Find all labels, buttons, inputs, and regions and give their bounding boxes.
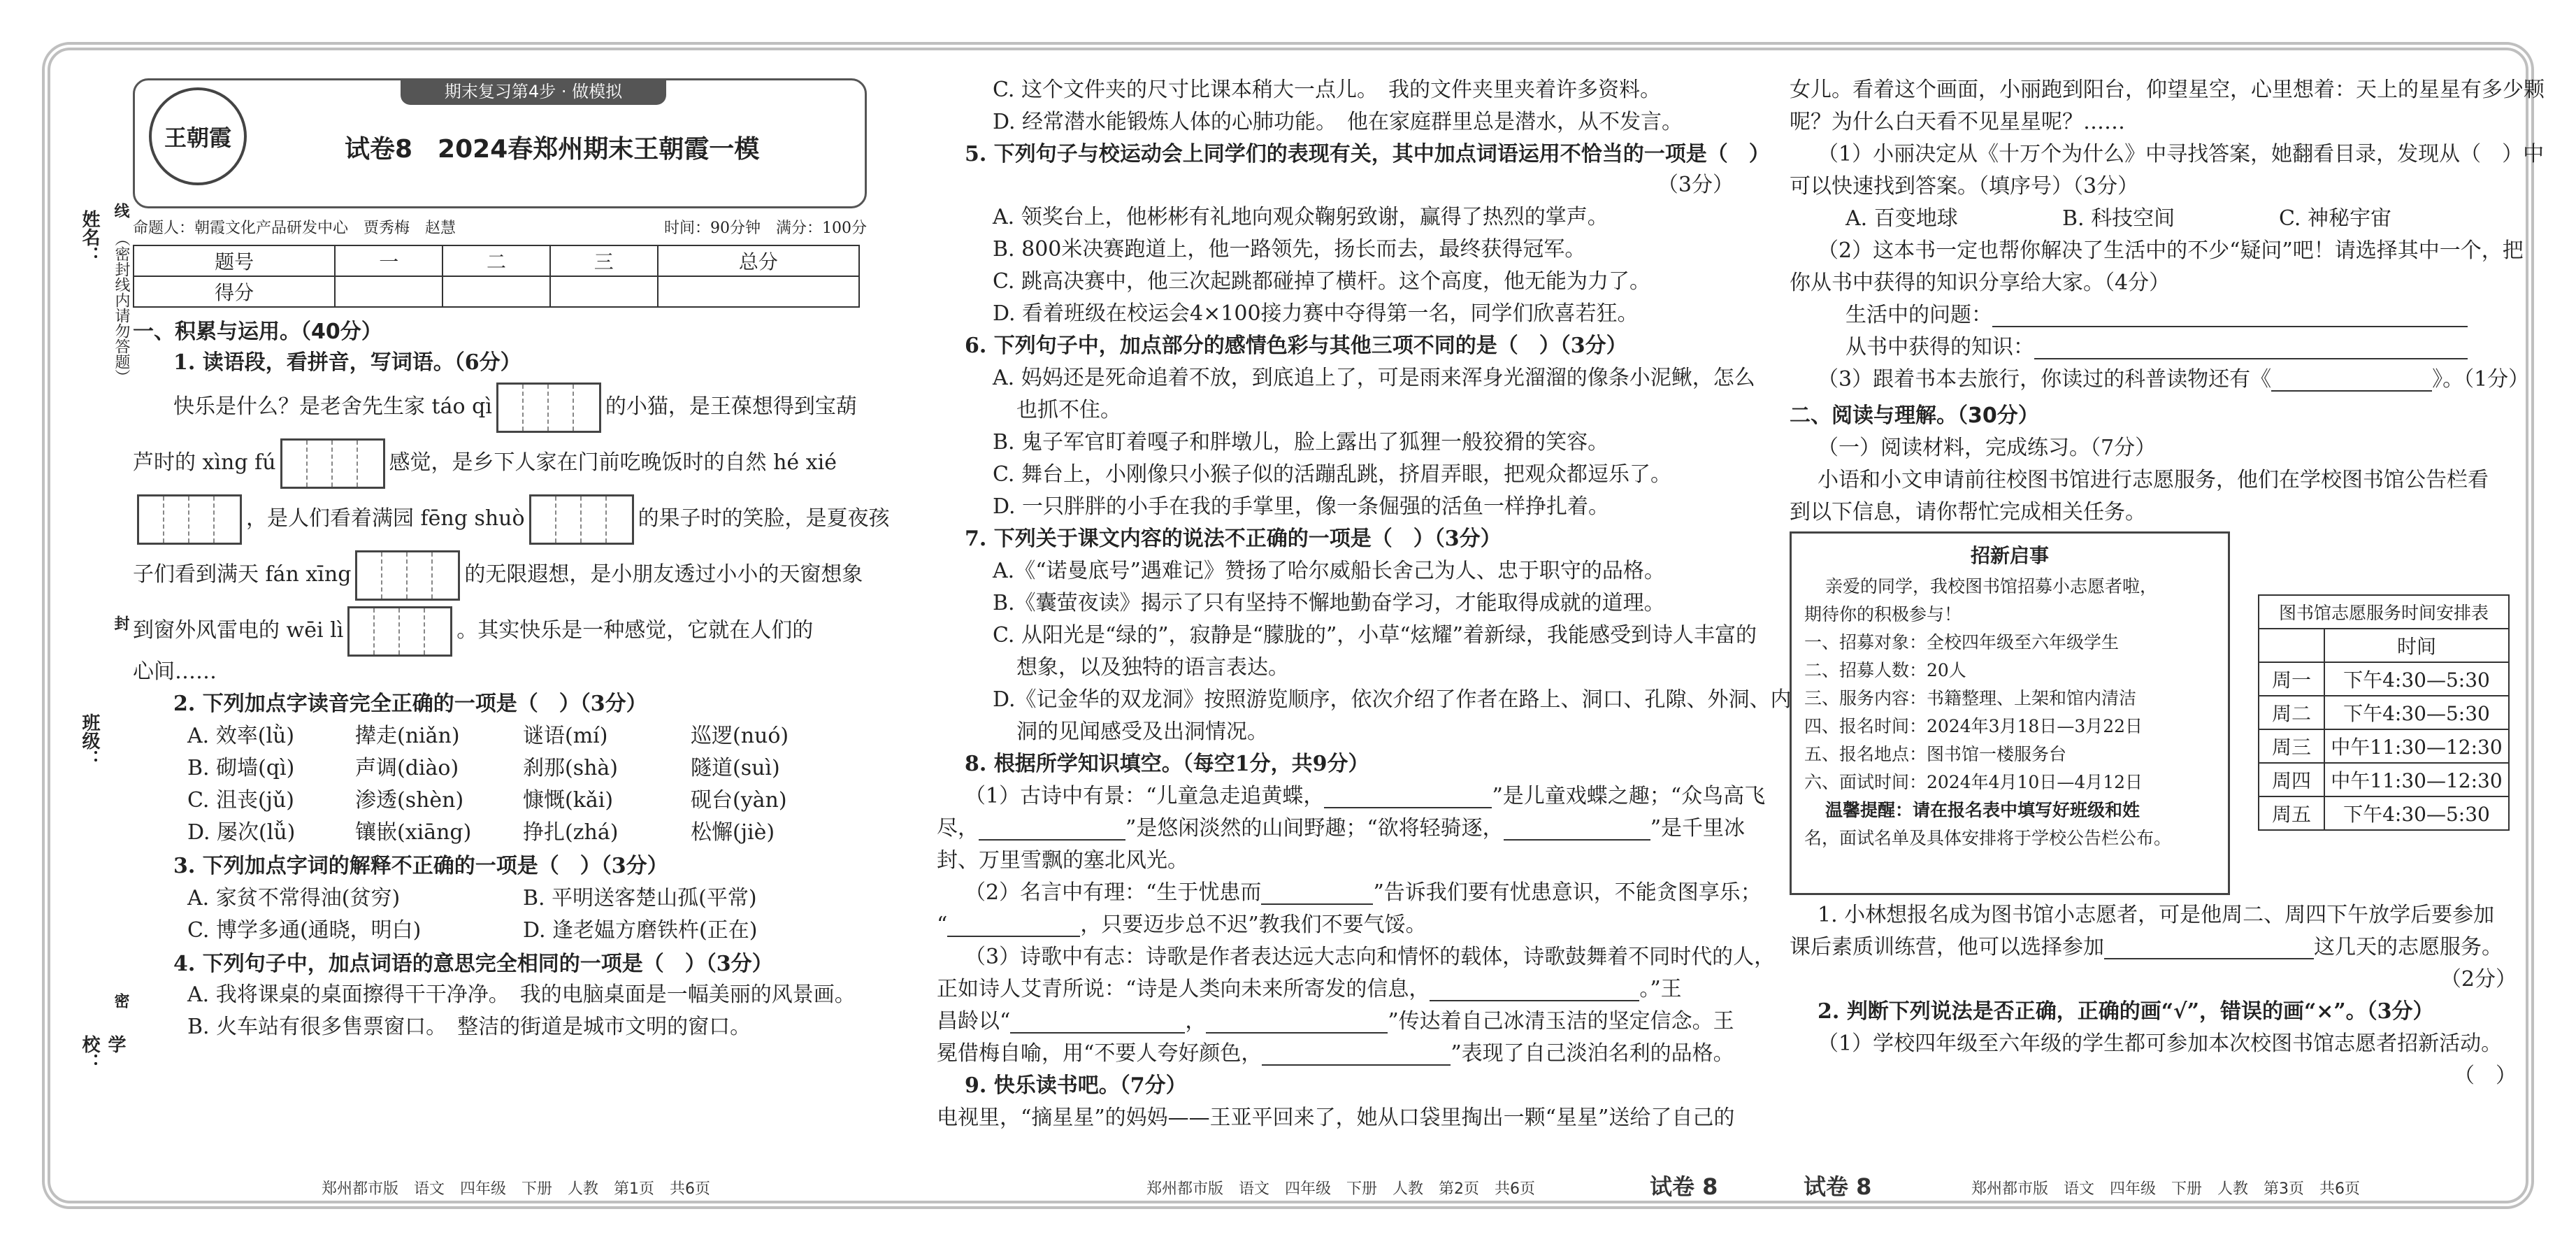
- q9-sub-2-knowledge-line: [1790, 336, 2517, 359]
- q9-sub-3: [1790, 367, 2530, 392]
- task-1-text-b: 这几天的志愿服务。: [2314, 935, 2503, 959]
- blank-q8-3[interactable]: [1504, 839, 1650, 841]
- q1-text-1b: 的小猫，是王葆想得到宝葫: [605, 394, 857, 419]
- q2b-2: 声调(diào): [355, 756, 459, 780]
- footer-exam-tag-left: 试卷 8: [1650, 1173, 1718, 1200]
- recruit-notice: [1790, 531, 2230, 895]
- q1-text-1a: 快乐是什么？是老舍先生家 táo qì: [173, 394, 492, 419]
- q9-option-b[interactable]: B. 科技空间: [2062, 206, 2175, 231]
- notice-line-4: 二、招募人数：20人: [1804, 660, 1966, 680]
- q5-option-b[interactable]: B. 800米决赛跑道上，他一路领先，扬长而去，最终获得冠军。: [993, 237, 1586, 262]
- q9-passage: 电视里，“摘星星”的妈妈——王亚平回来了，她从口袋里掏出一颗“星星”送给了自己的: [937, 1106, 1735, 1130]
- q8-3-text-f: ”表现了自己淡泊名利的品格。: [1451, 1041, 1734, 1066]
- q6-option-a[interactable]: A. 妈妈还是死命追着不放，到底追上了，可是雨来浑身光溜溜的像条小泥鳅，怎么: [993, 366, 1755, 390]
- blank-task-1[interactable]: [2104, 958, 2314, 959]
- q1-text-5b: 。其实快乐是一种感觉，它就在人们的: [456, 618, 814, 643]
- q7-option-d-cont: 洞的见闻感受及出洞情况。: [1016, 720, 1268, 744]
- q9-question-label: 生活中的问题：: [1845, 303, 1992, 327]
- blank-knowledge[interactable]: [2034, 358, 2468, 359]
- q7-option-b[interactable]: B.《囊萤夜读》揭示了只有坚持不懈地勤奋学习，才能取得成就的道理。: [993, 591, 1665, 615]
- q2c-3: 慷慨(kǎi): [523, 788, 614, 813]
- section-1-heading: 一、积累与运用。（40分）: [133, 320, 382, 344]
- q7-option-c[interactable]: C. 从阳光是“绿的”，寂静是“朦胧的”，小草“炫耀”着新绿，我能感受到诗人丰富的: [993, 623, 1757, 648]
- schedule-day-2: 周二: [2259, 696, 2324, 729]
- score-table: [133, 245, 860, 308]
- q3-option-d[interactable]: D. 逢老媪方磨铁杵(正在): [523, 918, 758, 943]
- score-head-2: 二: [442, 245, 550, 276]
- q9-passage-cont-2: 呢？为什么白天看不见星星呢？……: [1790, 110, 2125, 134]
- q2-option-c[interactable]: [187, 785, 867, 817]
- q1-line-6: 心间……: [133, 659, 217, 684]
- q2a-4: 巡逻(nuó): [691, 724, 789, 748]
- q8-3-text-d: ”传达着自己冰清玉洁的坚定信念。王: [1388, 1009, 1734, 1034]
- banner: 期末复习第4步 · 做模拟: [401, 78, 666, 105]
- q4-option-d[interactable]: D. 经常潜水能锻炼人体的心肺功能。 他在家庭群里总是潜水，从不发言。: [993, 110, 1683, 134]
- q2-option-d[interactable]: [187, 817, 867, 849]
- question-6: 6. 下列句子中，加点部分的感情色彩与其他三项不同的是（ ）（3分）: [965, 334, 1627, 358]
- schedule-day-3: 周三: [2259, 729, 2324, 763]
- q2d-1: D. 屡次(lǚ): [187, 820, 296, 845]
- question-7: 7. 下列关于课文内容的说法不正确的一项是（ ）（3分）: [965, 527, 1502, 551]
- q1-text-2b: 感觉，是乡下人家在门前吃晚饭时的自然 hé xié: [389, 450, 837, 475]
- q4-option-c[interactable]: C. 这个文件夹的尺寸比课本稍大一点儿。 我的文件夹里夹着许多资料。: [993, 78, 1661, 102]
- question-9: 9. 快乐读书吧。（7分）: [965, 1073, 1187, 1098]
- reading-1-intro-1: 小语和小文申请前往校图书馆进行志愿服务，他们在学校图书馆公告栏看: [1818, 468, 2489, 492]
- q8-2-text-c: “: [937, 913, 948, 937]
- q1-line-2: [133, 438, 867, 488]
- q3-options-ab: [187, 882, 867, 915]
- notice-line-9: 温馨提醒：请在报名表中填写好班级和姓: [1825, 800, 2140, 820]
- q1-text-5a: 到窗外风雷电的 wēi lì: [133, 618, 344, 643]
- binding-margin: [49, 203, 130, 1084]
- reading-1-intro-2: 到以下信息，请你帮忙完成相关任务。: [1790, 500, 2146, 524]
- q3-options-cd: [187, 915, 867, 947]
- q8-1-line-1: [937, 784, 1766, 808]
- q5-score: （3分）: [1657, 173, 1734, 197]
- q8-2-text-b: ”告诉我们要有忧患意识，不能贪图享乐；: [1373, 880, 1762, 905]
- q8-3-text-b: 。”王: [1639, 977, 1682, 1001]
- logo-text: 王朝霞: [164, 124, 231, 151]
- q2b-4: 隧道(suì): [691, 756, 780, 780]
- q5-option-c[interactable]: C. 跳高决赛中，他三次起跳都碰掉了横杆。这个高度，他无能为力了。: [993, 269, 1650, 294]
- q2a-1: A. 效率(lǜ): [187, 724, 295, 748]
- school-label: 学校：: [79, 1035, 126, 1071]
- score-cell-1[interactable]: [335, 276, 442, 307]
- q4-option-a[interactable]: A. 我将课桌的桌面擦得干干净净。 我的电脑桌面是一幅美丽的风景画。: [187, 982, 856, 1007]
- name-label: 姓名：: [79, 210, 100, 264]
- question-1: 1. 读语段，看拼音，写词语。（6分）: [173, 350, 521, 375]
- notice-line-5: 三、服务内容：书籍整理、上架和馆内清洁: [1804, 688, 2137, 708]
- section-2-heading: 二、阅读与理解。（30分）: [1790, 403, 2039, 428]
- q2d-3: 挣扎(zhá): [523, 820, 619, 845]
- schedule-day-4: 周四: [2259, 763, 2324, 796]
- reading-materials: [1790, 531, 2517, 902]
- q3-option-c[interactable]: C. 博学多通(通晓，明白): [187, 918, 422, 943]
- reading-1-heading: （一）阅读材料，完成练习。（7分）: [1818, 436, 2157, 460]
- question-2: 2. 下列加点字读音完全正确的一项是（ ）（3分）: [173, 692, 647, 716]
- q1-line-1: [133, 382, 867, 432]
- notice-line-7: 五、报名地点：图书馆一楼服务台: [1804, 744, 2067, 764]
- q9-sub-1: （1）小丽决定从《十万个为什么》中寻找答案，她翻看目录，发现从（ ）中: [1818, 142, 2545, 166]
- q8-2-text-a: （2）名言中有理：“生于忧患而: [965, 880, 1262, 905]
- q1-line-3: [133, 494, 890, 544]
- q6-option-a-cont: 也抓不住。: [1016, 398, 1121, 422]
- footer-page-2: 郑州都市版 语文 四年级 下册 人教 第2页 共6页: [1146, 1180, 1535, 1198]
- score-head-1: 一: [335, 245, 442, 276]
- notice-line-10: 名，面试名单及具体安排将于学校公告栏公布。: [1804, 828, 2172, 848]
- answer-box-xingfu[interactable]: [280, 438, 385, 489]
- q8-2-line-1: [937, 880, 1762, 905]
- schedule-time-4: 中午11:30—12:30: [2324, 763, 2509, 796]
- q2d-2: 镶嵌(xiāng): [355, 820, 472, 845]
- seal-note: （密封线内请勿答题）: [113, 231, 130, 385]
- question-3: 3. 下列加点字词的解释不正确的一项是（ ）（3分）: [173, 854, 668, 878]
- blank-q8-8[interactable]: [1206, 1032, 1388, 1034]
- q8-3-line-2: [937, 978, 1734, 1001]
- q1-text-3b: ，是人们看着满园 fēng shuò: [246, 506, 525, 531]
- q2c-2: 渗透(shèn): [355, 788, 464, 813]
- q2b-3: 刹那(shà): [523, 756, 619, 780]
- q7-option-d[interactable]: D.《记金华的双龙洞》按照游览顺序，依次介绍了作者在路上、洞口、孔隙、外洞、内: [993, 687, 1792, 712]
- authors: 命题人：朝霞文化产品研发中心 贾秀梅 赵慧: [133, 220, 456, 237]
- q2d-4: 松懈(jiè): [691, 820, 775, 845]
- schedule-time-1: 下午4:30—5:30: [2324, 662, 2509, 696]
- q9-sub-3-text-a: （3）跟着书本去旅行，你读过的科普读物还有《: [1818, 367, 2272, 392]
- schedule-day-5: 周五: [2259, 796, 2324, 830]
- q5-option-a[interactable]: A. 领奖台上，他彬彬有礼地向观众鞠躬致谢，赢得了热烈的掌声。: [993, 205, 1609, 229]
- q2-option-a[interactable]: [187, 720, 867, 752]
- answer-box-fengshuo[interactable]: [529, 494, 634, 545]
- schedule-title: 图书馆志愿服务时间安排表: [2259, 595, 2509, 629]
- blank-q8-7[interactable]: [1010, 1032, 1185, 1034]
- task-2: 2. 判断下列说法是否正确，正确的画“√”，错误的画“×”。（3分）: [1818, 999, 2434, 1024]
- schedule-day-1: 周一: [2259, 662, 2324, 696]
- task-1-score: （2分）: [2440, 967, 2517, 992]
- page-1: [133, 78, 890, 1169]
- q6-option-d[interactable]: D. 一只胖胖的小手在我的手掌里，像一条倔强的活鱼一样挣扎着。: [993, 494, 1610, 519]
- q1-line-5: [133, 606, 867, 656]
- q8-1-text-a: （1）古诗中有景：“儿童急走追黄蝶，: [965, 784, 1325, 808]
- question-5: 5. 下列句子与校运动会上同学们的表现有关，其中加点词语运用不恰当的一项是（ ）: [965, 142, 1770, 166]
- q9-option-a[interactable]: A. 百变地球: [1845, 206, 1958, 231]
- blank-q8-6[interactable]: [1430, 1000, 1639, 1001]
- task-2-item-1-answer[interactable]: （ ）: [2454, 1064, 2517, 1088]
- schedule-head-time: 时间: [2324, 629, 2509, 662]
- q9-knowledge-label: 从书中获得的知识：: [1845, 335, 2034, 359]
- notice-line-3: 一、招募对象：全校四年级至六年级学生: [1804, 632, 2120, 652]
- schedule-time-2: 下午4:30—5:30: [2324, 696, 2509, 729]
- schedule-time-3: 中午11:30—12:30: [2324, 729, 2509, 763]
- q9-option-c[interactable]: C. 神秘宇宙: [2279, 206, 2391, 231]
- q4-option-b[interactable]: B. 火车站有很多售票窗口。 整洁的街道是城市文明的窗口。: [187, 1015, 751, 1039]
- q1-line-4: [133, 550, 867, 600]
- seal-mark-secret: 密: [112, 993, 130, 1008]
- score-row-label: 得分: [134, 276, 335, 307]
- notice-line-6: 四、报名时间：2024年3月18日—3月22日: [1804, 716, 2143, 736]
- blank-life-question[interactable]: [1992, 326, 2468, 327]
- q9-sub-1-options: [1790, 207, 2517, 231]
- q9-sub-2-question-line: [1790, 303, 2517, 327]
- q8-3-line-3: 昌龄以“ ， ”传达着自己冰清玉洁的坚定信念。王: [937, 1009, 1734, 1034]
- q8-1-line-3: 封、万里雪飘的塞北风光。: [937, 848, 1188, 873]
- notice-line-2: 期待你的积极参与！: [1804, 604, 1962, 624]
- q2-option-b[interactable]: [187, 752, 867, 785]
- q9-passage-cont-1: 女儿。看着这个画面，小丽跑到阳台，仰望星空，心里想着：天上的星星有多少颗: [1790, 78, 2545, 102]
- q7-option-c-cont: 想象，以及独特的语言表达。: [1016, 655, 1289, 680]
- exam-title: 试卷8 2024春郑州期末王朝霞一模: [345, 135, 760, 164]
- task-1-text-a: 课后素质训练营，他可以选择参加: [1790, 935, 2104, 959]
- notice-title: 招新启事: [1970, 544, 2049, 567]
- q8-2-text-d: ，只要迈步总不迟”教我们不要气馁。: [1080, 913, 1427, 937]
- page-2: [937, 78, 1792, 1169]
- score-head-total: 总分: [658, 245, 859, 276]
- footer-page-1: 郑州都市版 语文 四年级 下册 人教 第1页 共6页: [322, 1180, 710, 1198]
- q2-options: [133, 720, 867, 849]
- task-2-item-1: （1）学校四年级至六年级的学生都可参加本次校图书馆志愿者招新活动。: [1818, 1031, 2503, 1056]
- footer-page-3: 郑州都市版 语文 四年级 下册 人教 第3页 共6页: [1971, 1180, 2360, 1198]
- q8-3-text-c: 昌龄以“: [937, 1009, 1011, 1034]
- score-cell-total[interactable]: [658, 276, 859, 307]
- author-line: [133, 217, 867, 241]
- seal-mark-seal: 封: [112, 615, 130, 631]
- task-1-line-2: [1790, 936, 2517, 959]
- q8-1-text-b: ”是儿童戏蝶之趣；“众鸟高飞: [1492, 784, 1766, 808]
- score-cell-3[interactable]: [550, 276, 658, 307]
- blank-q8-5[interactable]: [947, 936, 1080, 937]
- q3-options: [133, 882, 867, 947]
- question-8: 8. 根据所学知识填空。（每空1分，共9分）: [965, 752, 1369, 776]
- q2a-3: 谜语(mí): [523, 724, 608, 748]
- footer-exam-tag-right: 试卷 8: [1804, 1173, 1872, 1200]
- schedule-table: [2258, 594, 2510, 831]
- seal-mark-line: 线: [112, 203, 130, 218]
- score-head-3: 三: [550, 245, 658, 276]
- q2a-2: 撵走(niǎn): [355, 724, 460, 748]
- q1-text-4a: 子们看到满天 fán xīng: [133, 562, 352, 587]
- q2c-1: C. 沮丧(jǔ): [187, 788, 294, 813]
- notice-line-1: 亲爱的同学，我校图书馆招募小志愿者啦，: [1825, 576, 2158, 596]
- question-4: 4. 下列句子中，加点词语的意思完全相同的一项是（ ）（3分）: [173, 952, 773, 976]
- q2c-4: 砚台(yàn): [691, 788, 787, 813]
- page-3: [1790, 78, 2545, 1169]
- q8-1-text-c: 尽，: [937, 816, 979, 841]
- answer-box-weili[interactable]: [347, 606, 452, 657]
- task-1: 1. 小林想报名成为图书馆小志愿者，可是他周二、周四下午放学后要参加: [1818, 903, 2495, 927]
- q6-option-b[interactable]: B. 鬼子军官盯着嘎子和胖墩儿，脸上露出了狐狸一般狡猾的笑容。: [993, 430, 1609, 455]
- q9-sub-2: （2）这本书一定也帮你解决了生活中的不少“疑问”吧！请选择其中一个，把: [1818, 238, 2524, 263]
- q8-3-line-1: （3）诗歌中有志：诗歌是作者表达远大志向和情怀的载体，诗歌鼓舞着不同时代的人，: [965, 945, 1776, 969]
- q8-1-text-e: ”是千里冰: [1650, 816, 1746, 841]
- header-box: [133, 78, 867, 208]
- score-cell-2[interactable]: [442, 276, 550, 307]
- blank-q8-9[interactable]: [1262, 1064, 1451, 1066]
- answer-box-taoqi[interactable]: [496, 383, 601, 433]
- q8-1-text-d: ”是悠闲淡然的山间野趣；“欲将轻骑逐，: [1125, 816, 1504, 841]
- blank-q8-1[interactable]: [1324, 807, 1492, 808]
- q8-3-line-4: [937, 1042, 1734, 1066]
- q1-text-4b: 的无限遐想，是小朋友透过小小的天窗想象: [464, 562, 863, 587]
- q8-1-line-2: [937, 816, 1746, 841]
- q2b-1: B. 砌墙(qì): [187, 756, 295, 780]
- q1-text-3c: 的果子时的笑脸，是夏夜孩: [638, 506, 890, 531]
- q1-text-2a: 芦时的 xìng fú: [133, 450, 276, 475]
- notice-line-8: 六、面试时间：2024年4月10日—4月12日: [1804, 772, 2143, 792]
- q3-option-a[interactable]: A. 家贫不常得油(贫穷): [187, 886, 401, 910]
- class-label: 班级：: [79, 713, 100, 768]
- blank-q8-2[interactable]: [979, 839, 1125, 841]
- q8-2-line-2: [937, 913, 1734, 937]
- score-head-label: 题号: [134, 245, 335, 276]
- answer-box-fanxing[interactable]: [355, 550, 460, 601]
- q6-option-c[interactable]: C. 舞台上，小刚像只小猴子似的活蹦乱跳，挤眉弄眼，把观众都逗乐了。: [993, 462, 1671, 487]
- blank-book-title[interactable]: [2271, 390, 2432, 392]
- q3-option-b[interactable]: B. 平明送客楚山孤(平常): [523, 886, 757, 910]
- q9-sub-2-cont: 你从书中获得的知识分享给大家。（4分）: [1790, 271, 2171, 295]
- q8-3-text-e: 冕借梅自喻，用“不要人夸好颜色，: [937, 1041, 1262, 1066]
- schedule-time-5: 下午4:30—5:30: [2324, 796, 2509, 830]
- q7-option-a[interactable]: A.《“诺曼底号”遇难记》赞扬了哈尔威船长舍己为人、忠于职守的品格。: [993, 559, 1665, 583]
- brand-logo: [149, 87, 247, 185]
- q9-sub-3-text-b: 》。（1分）: [2432, 367, 2530, 392]
- q5-option-d[interactable]: D. 看着班级在校运会4×100接力赛中夺得第一名，同学们欣喜若狂。: [993, 301, 1639, 326]
- q9-sub-1-cont: 可以快速找到答案。（填序号）（3分）: [1790, 174, 2139, 199]
- answer-box-hexie[interactable]: [137, 494, 242, 545]
- blank-q8-4[interactable]: [1261, 903, 1373, 905]
- q8-3-text-a: 正如诗人艾青所说：“诗是人类向未来所寄发的信息，: [937, 977, 1430, 1001]
- time-score: 时间：90分钟 满分：100分: [664, 220, 867, 237]
